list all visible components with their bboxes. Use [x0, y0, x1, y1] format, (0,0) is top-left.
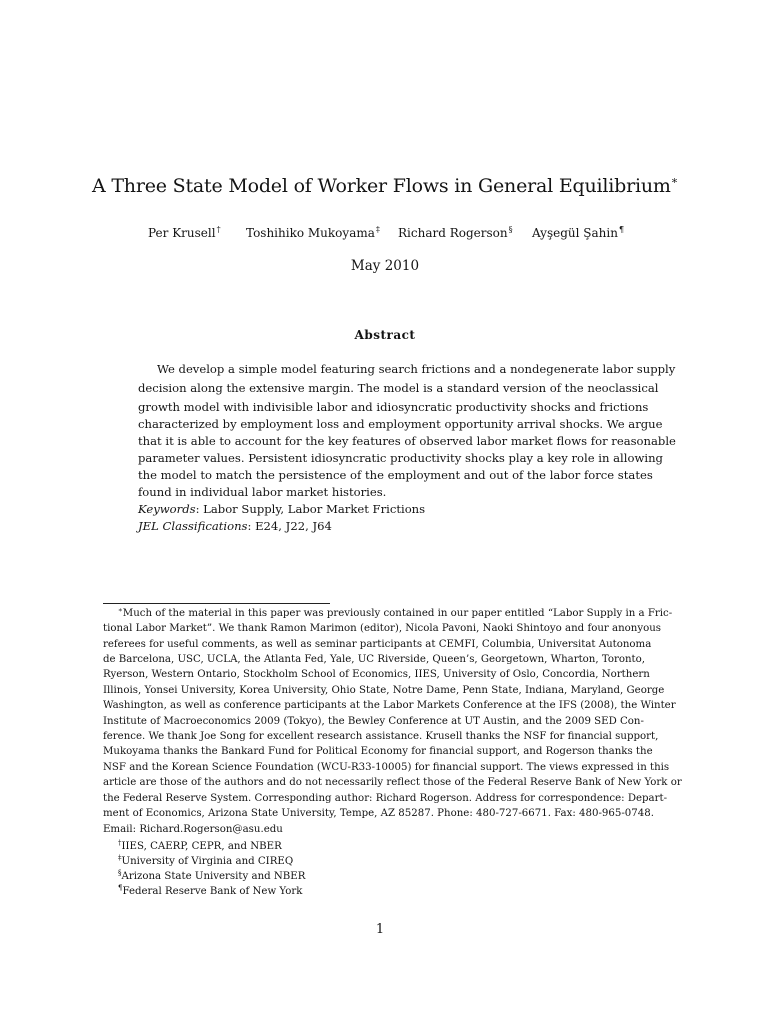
footnote-mark: ¶: [118, 884, 123, 892]
keywords-label: Keywords: [138, 502, 196, 516]
footnote-text: Federal Reserve Bank of New York: [122, 886, 303, 897]
footnote-line: de Barcelona, USC, UCLA, the Atlanta Fed, Yale, UC Riverside, Queen’s, Georgetown, Wharton, Toronto,: [103, 654, 646, 665]
page-number: 1: [375, 922, 385, 937]
abstract-line: growth model with indivisible labor and idiosyncratic productivity shocks and frictions: [138, 400, 649, 414]
footnote-line: Institute of Macroeconomics 2009 (Tokyo), the Bewley Conference at UT Austin, and the 2009 SED Con-: [103, 716, 644, 727]
author-name: Per Krusell: [148, 226, 216, 240]
keywords-text: : Labor Supply, Labor Market Frictions: [195, 502, 426, 516]
jel-classifications: [138, 519, 332, 533]
footnote-line: Ryerson, Western Ontario, Stockholm School of Economics, IIES, University of Oslo, Concordia, Northern: [103, 669, 650, 680]
footnote-line: NSF and the Korean Science Foundation (WCU-R33-10005) for financial support. The views expressed in this: [103, 762, 670, 773]
footnote-line: Email: Richard.Rogerson@asu.edu: [103, 824, 283, 835]
footnote-line: ment of Economics, Arizona State University, Tempe, AZ 85287. Phone: 480-727-6671. Fax: 480-965-0748.: [103, 808, 654, 819]
author-rogerson: [398, 225, 513, 240]
footnote-affiliation: [118, 884, 302, 897]
author-name: Toshihiko Mukoyama: [246, 226, 375, 240]
footnote-mark: ‡: [118, 854, 122, 862]
abstract-line: decision along the extensive margin. The model is a standard version of the neoclassical: [138, 381, 659, 395]
author-sahin: [532, 225, 624, 240]
footnote-line: [118, 606, 672, 619]
footnote-line: tional Labor Market”. We thank Ramon Marimon (editor), Nicola Pavoni, Naoki Shintoyo and four anonyous: [103, 623, 662, 634]
footnote-line: the Federal Reserve System. Corresponding author: Richard Rogerson. Address for correspondence: Depart-: [103, 793, 668, 804]
footnote-text: IIES, CAERP, CEPR, and NBER: [121, 841, 282, 852]
abstract-line: parameter values. Persistent idiosyncratic productivity shocks play a key role in allowing: [138, 451, 663, 465]
author-mark: ‡: [375, 225, 380, 234]
title-footnote-mark: ∗: [670, 174, 679, 187]
author-mukoyama: [246, 225, 380, 240]
footnote-line: ference. We thank Joe Song for excellent research assistance. Krusell thanks the NSF for financial support,: [103, 731, 659, 742]
footnote-affiliation: [118, 869, 305, 882]
footnote-mark: ∗: [118, 606, 123, 614]
jel-text: : E24, J22, J64: [247, 519, 332, 533]
author-name: Ayşegül Şahin: [532, 226, 618, 240]
paper-date: May 2010: [350, 258, 420, 274]
footnote-line: Washington, as well as conference participants at the Labor Markets Conference at the IFS (2008), the Winter: [103, 700, 676, 711]
author-mark: †: [216, 225, 221, 234]
paper-title: [0, 174, 770, 197]
footnote-mark: †: [118, 839, 122, 847]
footnote-text: Much of the material in this paper was previously contained in our paper entitled “Labor Supply in a Fric-: [122, 608, 673, 619]
abstract-line: found in individual labor market histories.: [138, 485, 387, 499]
author-mark: ¶: [618, 225, 625, 234]
abstract-heading: Abstract: [354, 328, 416, 342]
abstract-line: characterized by employment loss and employment opportunity arrival shocks. We argue: [138, 417, 663, 431]
abstract-line: We develop a simple model featuring search frictions and a nondegenerate labor supply: [157, 362, 676, 376]
jel-label: JEL Classifications: [138, 519, 248, 533]
footnote-line: Mukoyama thanks the Bankard Fund for Political Economy for financial support, and Rogerson thanks the: [103, 746, 653, 757]
title-text: A Three State Model of Worker Flows in General Equilibrium: [91, 175, 671, 197]
author-krusell: [148, 225, 221, 240]
keywords: [138, 502, 425, 516]
footnote-affiliation: [118, 839, 282, 852]
footnote-text: Arizona State University and NBER: [121, 871, 306, 882]
author-mark: §: [508, 225, 513, 234]
footnote-line: referees for useful comments, as well as seminar participants at CEMFI, Columbia, Universitat Autonoma: [103, 639, 652, 650]
footnote-text: University of Virginia and CIREQ: [121, 856, 294, 867]
footnote-mark: §: [118, 869, 122, 877]
author-name: Richard Rogerson: [398, 226, 508, 240]
footnote-line: article are those of the authors and do not necessarily reflect those of the Federal Reserve Bank of New York or: [103, 777, 682, 788]
abstract-line: the model to match the persistence of the employment and out of the labor force states: [138, 468, 653, 482]
abstract-line: that it is able to account for the key features of observed labor market flows for reasonable: [138, 434, 676, 448]
footnote-rule: [103, 603, 330, 604]
footnote-line: Illinois, Yonsei University, Korea University, Ohio State, Notre Dame, Penn State, Indiana, Maryland, George: [103, 685, 665, 696]
footnote-affiliation: [118, 854, 293, 867]
